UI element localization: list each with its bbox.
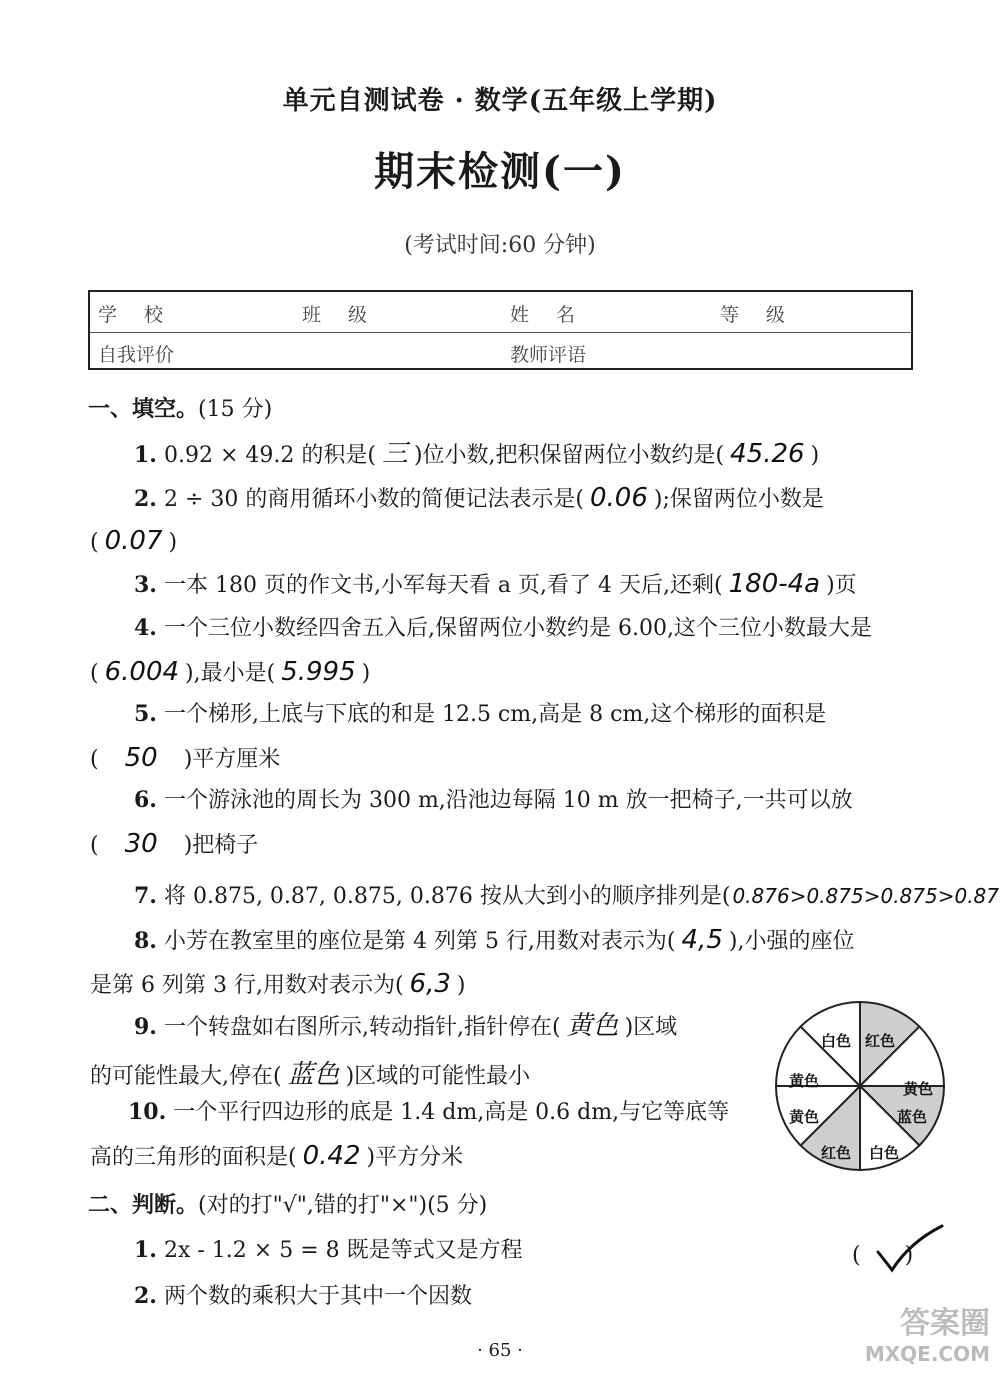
question-6: 6. 一个游泳池的周长为 300 m,沿池边每隔 10 m 放一把椅子,一共可以放 — [134, 787, 853, 813]
question-7: 7. 将 0.875, 0.87, 0.875, 0.876 按从大到小的顺序排列是( 0.876>0.875>0.875>0.87 — [90, 880, 950, 913]
series-title: 单元自测试卷 · 数学(五年级上学期) — [282, 86, 718, 116]
answer-handwritten: 0.07 — [104, 526, 163, 556]
checkmark-icon — [850, 1222, 946, 1278]
self-eval-label: 自我评价 — [98, 344, 175, 366]
answer-handwritten: 0.876>0.875>0.875>0.87 — [732, 884, 1000, 908]
spinner-label: 黄色 — [902, 1080, 934, 1098]
grade-label: 等 级 — [720, 304, 790, 326]
section-true-false-title: 二、判断。(对的打"√",错的打"×")(5 分) — [88, 1192, 488, 1218]
exam-time: (考试时间:60 分钟) — [404, 233, 596, 258]
info-row-2 — [90, 332, 911, 372]
spinner-figure — [772, 998, 948, 1174]
question-10-line-2: 高的三角形的面积是( 0.42 )平方分米 — [90, 1141, 464, 1171]
name-label: 姓 名 — [510, 304, 580, 326]
spinner-label: 黄色 — [788, 1072, 820, 1090]
answer-handwritten: 黄色 — [566, 1011, 619, 1041]
answer-handwritten: 30 — [124, 829, 158, 859]
answer-handwritten: 0.06 — [589, 483, 648, 513]
answer-handwritten: 45.26 — [730, 439, 805, 469]
spinner-label: 黄色 — [788, 1108, 820, 1126]
answer-handwritten: 180-4a — [728, 569, 821, 599]
info-row-1 — [90, 292, 911, 333]
question-1: 1. 0.92 × 49.2 的积是( 三 )位小数,把积保留两位小数约是( 45.26 ) — [134, 439, 820, 469]
answer-handwritten: 6,3 — [409, 969, 451, 999]
answer-handwritten: 50 — [124, 743, 158, 773]
page-title: 期末检测(一) — [374, 148, 626, 195]
answer-handwritten: 5.995 — [281, 657, 356, 687]
spinner-label: 白色 — [868, 1144, 900, 1162]
question-4-line-2: ( 6.004 ),最小是( 5.995 ) — [90, 657, 371, 687]
question-9: 9. 一个转盘如右图所示,转动指针,指针停在( 黄色 )区域 — [134, 1011, 678, 1041]
question-8: 8. 小芳在教室里的座位是第 4 列第 5 行,用数对表示为( 4,5 ),小强的座位 — [134, 925, 855, 955]
spinner-label: 红色 — [864, 1032, 896, 1050]
watermark-logo: 答案圈 MXQE.COM — [864, 1306, 990, 1366]
question-4: 4. 一个三位小数经四舍五入后,保留两位小数约是 6.00,这个三位小数最大是 — [134, 615, 872, 641]
question-8-line-2: 是第 6 列第 3 行,用数对表示为( 6,3 ) — [90, 969, 466, 999]
judge-question-1: 1. 2x - 1.2 × 5 = 8 既是等式又是方程 — [134, 1237, 523, 1263]
answer-handwritten: 0.42 — [302, 1141, 361, 1171]
section-fill-blank-title: 一、填空。(15 分) — [88, 396, 273, 422]
student-info-table — [88, 290, 913, 370]
question-5-line-2: ( 50 )平方厘米 — [90, 743, 281, 773]
class-label: 班 级 — [302, 304, 372, 326]
school-label: 学 校 — [98, 304, 168, 326]
answer-handwritten: 6.004 — [104, 657, 180, 687]
teacher-eval-label: 教师评语 — [510, 344, 587, 366]
question-2: 2. 2 ÷ 30 的商用循环小数的简便记法表示是( 0.06 );保留两位小数是 — [134, 483, 824, 513]
question-10: 10. 一个平行四边形的底是 1.4 dm,高是 0.6 dm,与它等底等 — [128, 1099, 730, 1125]
judge-bracket: ( ) — [852, 1243, 914, 1268]
question-9-line-2: 的可能性最大,停在( 蓝色 )区域的可能性最小 — [90, 1054, 530, 1091]
answer-handwritten: 蓝色 — [287, 1060, 340, 1090]
question-6-line-2: ( 30 )把椅子 — [90, 829, 259, 859]
page-number: · 65 · — [477, 1340, 523, 1361]
spinner-label: 蓝色 — [896, 1108, 928, 1126]
spinner-label: 白色 — [820, 1032, 852, 1050]
question-5: 5. 一个梯形,上底与下底的和是 12.5 cm,高是 8 cm,这个梯形的面积是 — [134, 701, 827, 727]
answer-handwritten: 4,5 — [681, 925, 723, 955]
answer-handwritten: 三 — [381, 439, 408, 469]
question-3: 3. 一本 180 页的作文书,小军每天看 a 页,看了 4 天后,还剩( 180-4a )页 — [134, 569, 857, 599]
spinner-label: 红色 — [820, 1144, 852, 1162]
question-2-line-2: ( 0.07 ) — [90, 526, 178, 556]
judge-question-2: 2. 两个数的乘积大于其中一个因数 — [134, 1283, 472, 1309]
